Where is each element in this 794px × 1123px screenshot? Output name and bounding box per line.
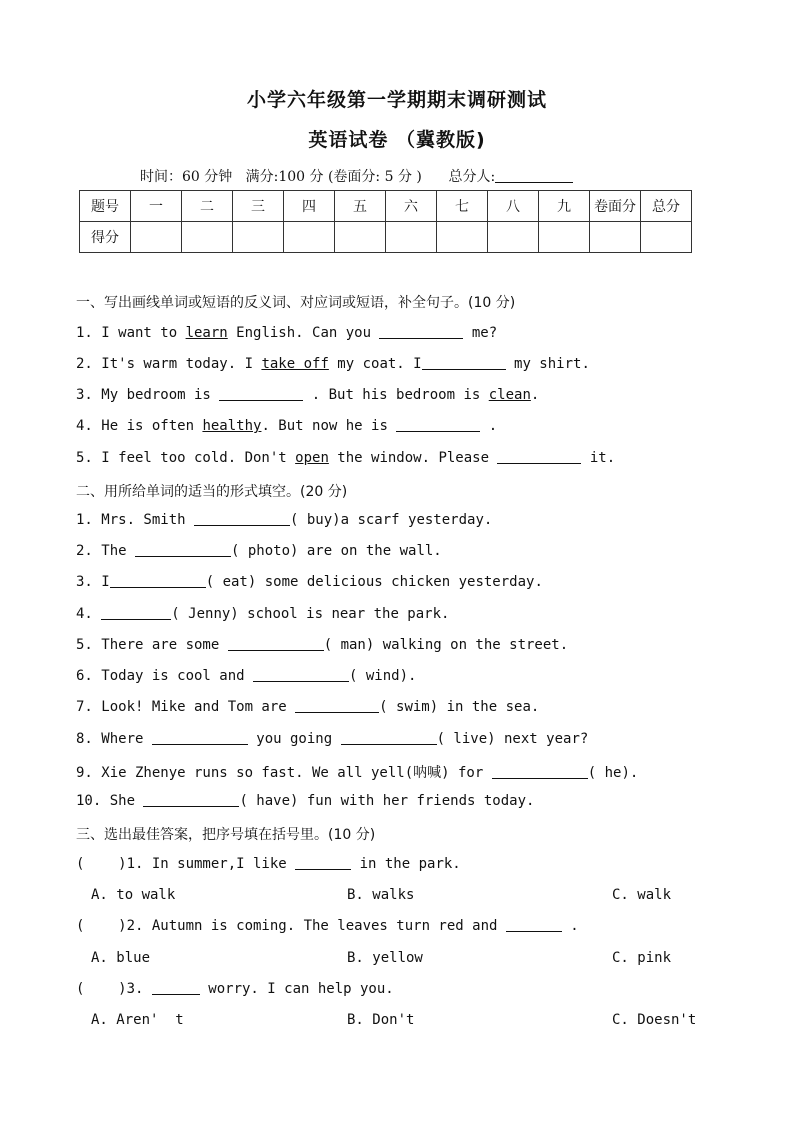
q-text: English. Can you (227, 325, 380, 341)
answer-blank[interactable] (143, 793, 239, 807)
answer-blank[interactable] (497, 450, 581, 464)
answer-blank[interactable] (228, 637, 324, 651)
grader-blank[interactable] (495, 168, 573, 183)
section1-heading: 一、写出画线单词或短语的反义词、对应词或短语，补全句子。(10 分) (76, 295, 516, 311)
option-b[interactable]: B. yellow (347, 950, 423, 966)
score-input-cell[interactable] (488, 222, 539, 253)
score-table-header-row (80, 191, 692, 222)
score-cell: 二 (182, 191, 233, 222)
answer-blank[interactable] (492, 765, 588, 779)
option-b[interactable]: B. walks (347, 887, 415, 903)
score-cell: 四 (284, 191, 335, 222)
s1-question-3 (76, 387, 539, 403)
score-cell: 七 (437, 191, 488, 222)
q-text: ( buy)a scarf yesterday. (290, 512, 493, 528)
score-cell: 六 (386, 191, 437, 222)
score-table (79, 190, 692, 253)
underlined-word: clean (488, 387, 531, 403)
s2-question-9 (76, 762, 638, 782)
score-input-cell[interactable] (641, 222, 692, 253)
score-input-cell[interactable] (335, 222, 386, 253)
s2-question-4 (76, 606, 449, 622)
q-text: 3. My bedroom is (76, 387, 220, 403)
s1-question-2 (76, 356, 590, 372)
q-text: 4. (76, 606, 102, 622)
s2-question-3 (76, 574, 543, 590)
answer-blank[interactable] (194, 512, 290, 526)
s2-question-10 (76, 793, 534, 809)
q-text: ( photo) are on the wall. (231, 543, 442, 559)
s2-question-8 (76, 731, 588, 747)
q-text: ( Jenny) school is near the park. (171, 606, 450, 622)
answer-blank[interactable] (110, 574, 206, 588)
s1-question-5 (76, 450, 615, 466)
s1-question-4 (76, 418, 497, 434)
score-cell: 八 (488, 191, 539, 222)
q-text: 6. Today is cool and (76, 668, 254, 684)
s2-question-7 (76, 699, 539, 715)
s2-question-2 (76, 543, 442, 559)
q-text: 2. It's warm today. I (76, 356, 262, 372)
q-text: . (480, 418, 498, 434)
s2-question-6 (76, 668, 416, 684)
score-cell: 卷面分 (590, 191, 641, 222)
score-cell: 题号 (80, 191, 131, 222)
answer-blank[interactable] (219, 387, 303, 401)
q-text: 4. He is often (76, 418, 203, 434)
score-input-cell[interactable] (386, 222, 437, 253)
q-text: 2. The (76, 543, 136, 559)
s3-question-3 (76, 981, 394, 997)
option-b[interactable]: B. Don't (347, 1012, 415, 1028)
answer-blank[interactable] (422, 356, 506, 370)
answer-blank[interactable] (295, 699, 379, 713)
score-input-cell[interactable] (437, 222, 488, 253)
s1-question-1 (76, 325, 497, 341)
q-text: ( )2. Autumn is coming. The leaves turn red and (76, 918, 506, 934)
s2-question-1 (76, 512, 492, 528)
q-text: it. (581, 450, 616, 466)
answer-blank[interactable] (341, 731, 437, 745)
score-cell: 一 (131, 191, 182, 222)
answer-blank[interactable] (253, 668, 349, 682)
exam-subtitle: 英语试卷 （冀教版) (308, 129, 486, 151)
q-text: 5. There are some (76, 637, 228, 653)
q-text: . But his bedroom is (303, 387, 489, 403)
score-cell: 总分 (641, 191, 692, 222)
underlined-word: open (295, 450, 329, 466)
score-input-cell[interactable] (590, 222, 641, 253)
q-text: you going (247, 731, 341, 747)
q-text: my coat. I (328, 356, 422, 372)
q-text: worry. I can help you. (199, 981, 394, 997)
q-text: in the park. (351, 856, 461, 872)
underlined-word: learn (185, 325, 228, 341)
q-text: the window. Please (328, 450, 498, 466)
s2-question-5 (76, 637, 568, 653)
score-table-score-row (80, 222, 692, 253)
answer-blank[interactable] (506, 918, 562, 932)
underlined-word: take off (261, 356, 329, 372)
exam-info-text: 时间：60 分钟 满分:100 分 (卷面分: 5 分 ) 总分人: (140, 169, 496, 185)
score-cell: 九 (539, 191, 590, 222)
option-a[interactable]: A. to walk (91, 887, 176, 903)
exam-title: 小学六年级第一学期期末调研测试 (246, 89, 547, 111)
s3-question-1 (76, 856, 461, 872)
score-input-cell[interactable] (182, 222, 233, 253)
answer-blank[interactable] (152, 731, 248, 745)
q-text: ( he). (587, 765, 639, 781)
score-cell: 三 (233, 191, 284, 222)
q-text: ( man) walking on the street. (323, 637, 569, 653)
q-text: ( live) next year? (436, 731, 589, 747)
answer-blank[interactable] (101, 606, 171, 620)
q-text: ( swim) in the sea. (379, 699, 540, 715)
q-text: 8. Where (76, 731, 152, 747)
q-text: ( eat) some delicious chicken yesterday. (205, 574, 543, 590)
q-text: 1. Mrs. Smith (76, 512, 195, 528)
underlined-word: healthy (202, 418, 262, 434)
answer-blank[interactable] (152, 981, 200, 995)
q-text: . (530, 387, 540, 403)
score-row-label: 得分 (80, 222, 131, 253)
q-text: 10. She (76, 793, 144, 809)
score-input-cell[interactable] (539, 222, 590, 253)
section2-heading: 二、用所给单词的适当的形式填空。(20 分) (76, 484, 348, 500)
q-text: 5. I feel too cold. Don't (76, 450, 296, 466)
option-c[interactable]: C. pink (612, 950, 672, 966)
s3-question-2 (76, 918, 579, 934)
score-cell: 五 (335, 191, 386, 222)
q-text: . But now he is (261, 418, 397, 434)
answer-blank[interactable] (396, 418, 480, 432)
q-text: ( wind). (349, 668, 417, 684)
exam-info (140, 166, 573, 186)
q-text: 3. I (76, 574, 110, 590)
answer-blank[interactable] (135, 543, 231, 557)
option-a[interactable]: A. blue (91, 950, 151, 966)
q-text: . (561, 918, 579, 934)
score-input-cell[interactable] (233, 222, 284, 253)
option-c[interactable]: C. Doesn't (612, 1012, 697, 1028)
q-text: 9. Xie Zhenye runs so fast. We all yell(呐喊) for (76, 765, 492, 781)
answer-blank[interactable] (379, 325, 463, 339)
option-c[interactable]: C. walk (612, 887, 672, 903)
q-text: ( have) fun with her friends today. (239, 793, 535, 809)
answer-blank[interactable] (295, 856, 351, 870)
q-text: my shirt. (505, 356, 590, 372)
score-input-cell[interactable] (131, 222, 182, 253)
q-text: 7. Look! Mike and Tom are (76, 699, 296, 715)
q-text: ( )3. (76, 981, 152, 997)
option-a[interactable]: A. Aren' t (91, 1012, 184, 1028)
section3-heading: 三、选出最佳答案，把序号填在括号里。(10 分) (76, 827, 376, 843)
q-text: me? (463, 325, 498, 341)
q-text: 1. I want to (76, 325, 186, 341)
q-text: ( )1. In summer,I like (76, 856, 296, 872)
score-input-cell[interactable] (284, 222, 335, 253)
